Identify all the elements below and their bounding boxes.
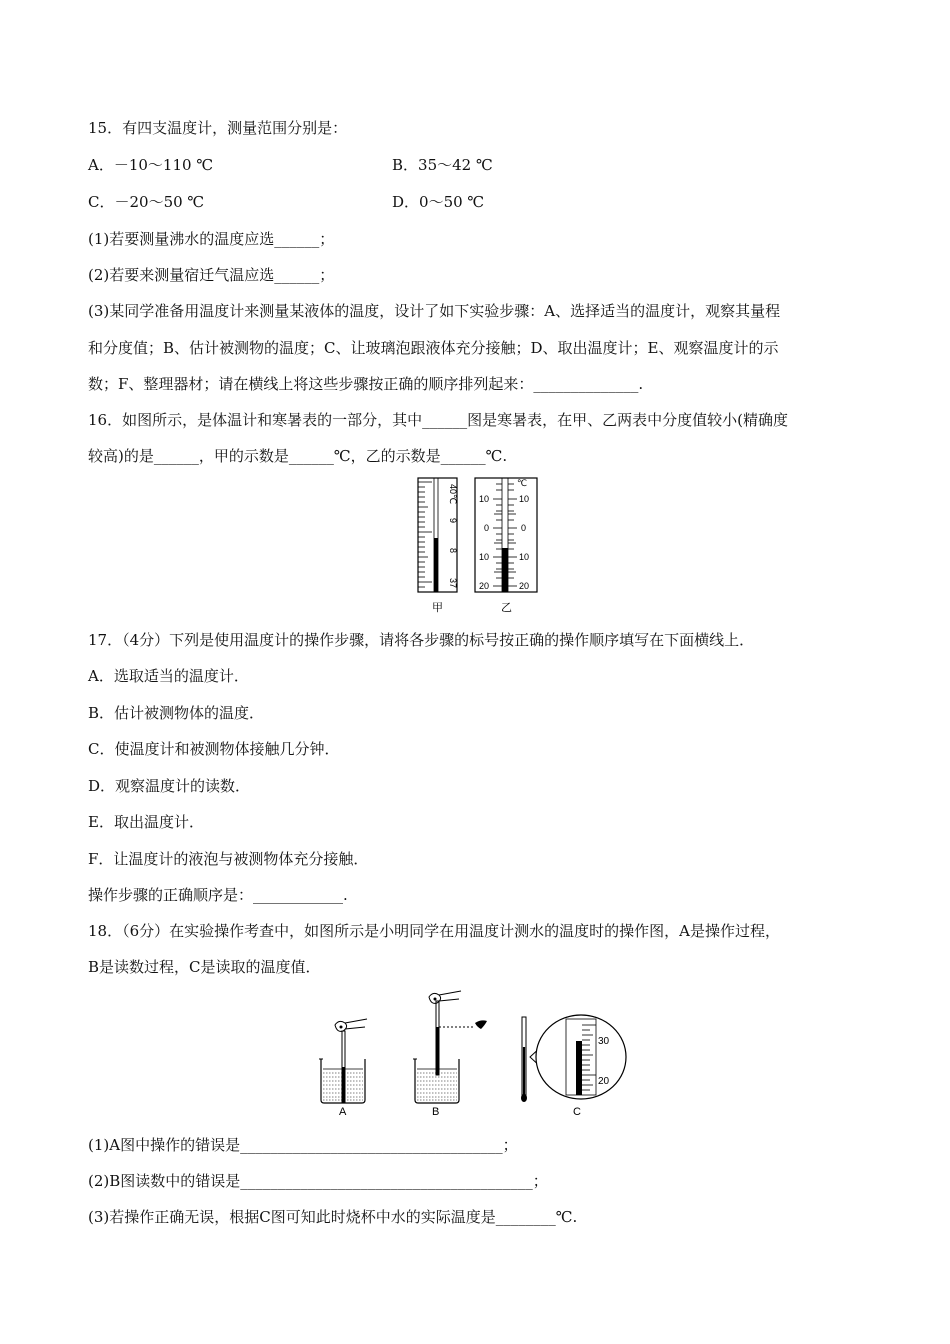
q16-line-1: 16．如图所示，是体温计和寒暑表的一部分，其中______图是寒暑表，在甲、乙两表中分度值较小(精确度 xyxy=(88,411,788,429)
figure-a-label: A xyxy=(339,1106,347,1118)
jia-tick-37: 37 xyxy=(448,578,458,589)
yi-right-tick-10-bottom: 10 xyxy=(519,552,530,562)
q15-option-d: D．0～50 ℃ xyxy=(392,193,485,211)
yi-label: 乙 xyxy=(501,602,512,614)
q18-part-3: (3)若操作正确无误，根据C图可知此时烧杯中水的实际温度是________℃. xyxy=(88,1208,578,1226)
q15-part-3-line-3: 数；F、整理器材；请在横线上将这些步骤按正确的顺序排列起来：______________. xyxy=(88,375,644,393)
figure-c-label: C xyxy=(573,1106,581,1118)
q17-order: 操作步骤的正确顺序是：____________. xyxy=(88,886,348,904)
yi-left-tick-10-bottom: 10 xyxy=(479,552,490,562)
thermometer-yi-liquid xyxy=(502,548,508,592)
thermometer-jia xyxy=(418,478,458,614)
q15-stem: 15．有四支温度计，测量范围分别是： xyxy=(88,119,348,137)
magnified-liquid xyxy=(576,1041,582,1095)
jia-label: 甲 xyxy=(432,602,443,614)
yi-right-tick-20: 20 xyxy=(519,581,530,591)
eye-icon xyxy=(475,1020,487,1029)
yi-right-tick-0: 0 xyxy=(521,523,527,533)
q15-option-b: B．35～42 ℃ xyxy=(392,156,493,174)
yi-left-tick-10-top: 10 xyxy=(479,494,490,504)
jia-tick-39: 9 xyxy=(448,518,458,524)
yi-left-tick-20: 20 xyxy=(479,581,490,591)
yi-unit: ℃ xyxy=(517,478,528,488)
q17-step-c: C．使温度计和被测物体接触几分钟． xyxy=(88,740,340,758)
q15-part-2: (2)若要来测量宿迁气温应选______； xyxy=(88,266,335,284)
figure-b-label: B xyxy=(432,1106,440,1118)
q18-part-1: (1)A图中操作的错误是___________________________________； xyxy=(88,1136,518,1154)
figure-a-beaker xyxy=(319,1019,367,1118)
q17-stem: 17．（4分）下列是使用温度计的操作步骤，请将各步骤的标号按正确的操作顺序填写在下面横线上． xyxy=(88,631,755,649)
q15-option-a: A．－10～110 ℃ xyxy=(88,156,214,174)
q17-step-b: B．估计被测物体的温度． xyxy=(88,704,265,722)
q17-step-a: A．选取适当的温度计． xyxy=(88,667,249,685)
tick-30: 30 xyxy=(598,1036,610,1047)
q18-part-2: (2)B图读数中的错误是_______________________________________； xyxy=(88,1172,548,1190)
q15-part-3-line-1: (3)某同学准备用温度计来测量某液体的温度，设计了如下实验步骤：A、选择适当的温度计，观察其量程 xyxy=(88,302,781,320)
figure-b-beaker xyxy=(413,991,487,1118)
jia-tick-38: 8 xyxy=(448,548,458,554)
q18-line-2: B是读数过程，C是读取的温度值． xyxy=(88,958,321,976)
thermometer-yi xyxy=(475,478,537,614)
jia-tick-40: 40℃ xyxy=(448,484,458,505)
figure-c-thermometer xyxy=(521,1015,626,1118)
q17-step-f: F．让温度计的液泡与被测物体充分接触． xyxy=(88,850,369,868)
q17-step-d: D．观察温度计的读数． xyxy=(88,777,251,795)
q15-option-c: C．－20～50 ℃ xyxy=(88,193,205,211)
q16-thermometer-figure xyxy=(405,474,545,619)
q15-part-3-line-2: 和分度值；B、估计被测物的温度；C、让玻璃泡跟液体充分接触；D、取出温度计；E、观察温度计的示 xyxy=(88,339,779,357)
q16-line-2: 较高)的是______，甲的示数是______℃，乙的示数是______℃. xyxy=(88,447,508,465)
q17-step-e: E．取出温度计． xyxy=(88,813,204,831)
tick-20: 20 xyxy=(598,1076,610,1087)
thermometer-jia-liquid xyxy=(434,538,438,592)
yi-right-tick-10-top: 10 xyxy=(519,494,530,504)
yi-left-tick-0: 0 xyxy=(484,523,490,533)
q18-operation-figure xyxy=(315,987,635,1122)
q15-part-1: (1)若要测量沸水的温度应选______； xyxy=(88,230,335,248)
q18-line-1: 18．（6分）在实验操作考查中，如图所示是小明同学在用温度计测水的温度时的操作图，A是操作过程， xyxy=(88,922,780,940)
